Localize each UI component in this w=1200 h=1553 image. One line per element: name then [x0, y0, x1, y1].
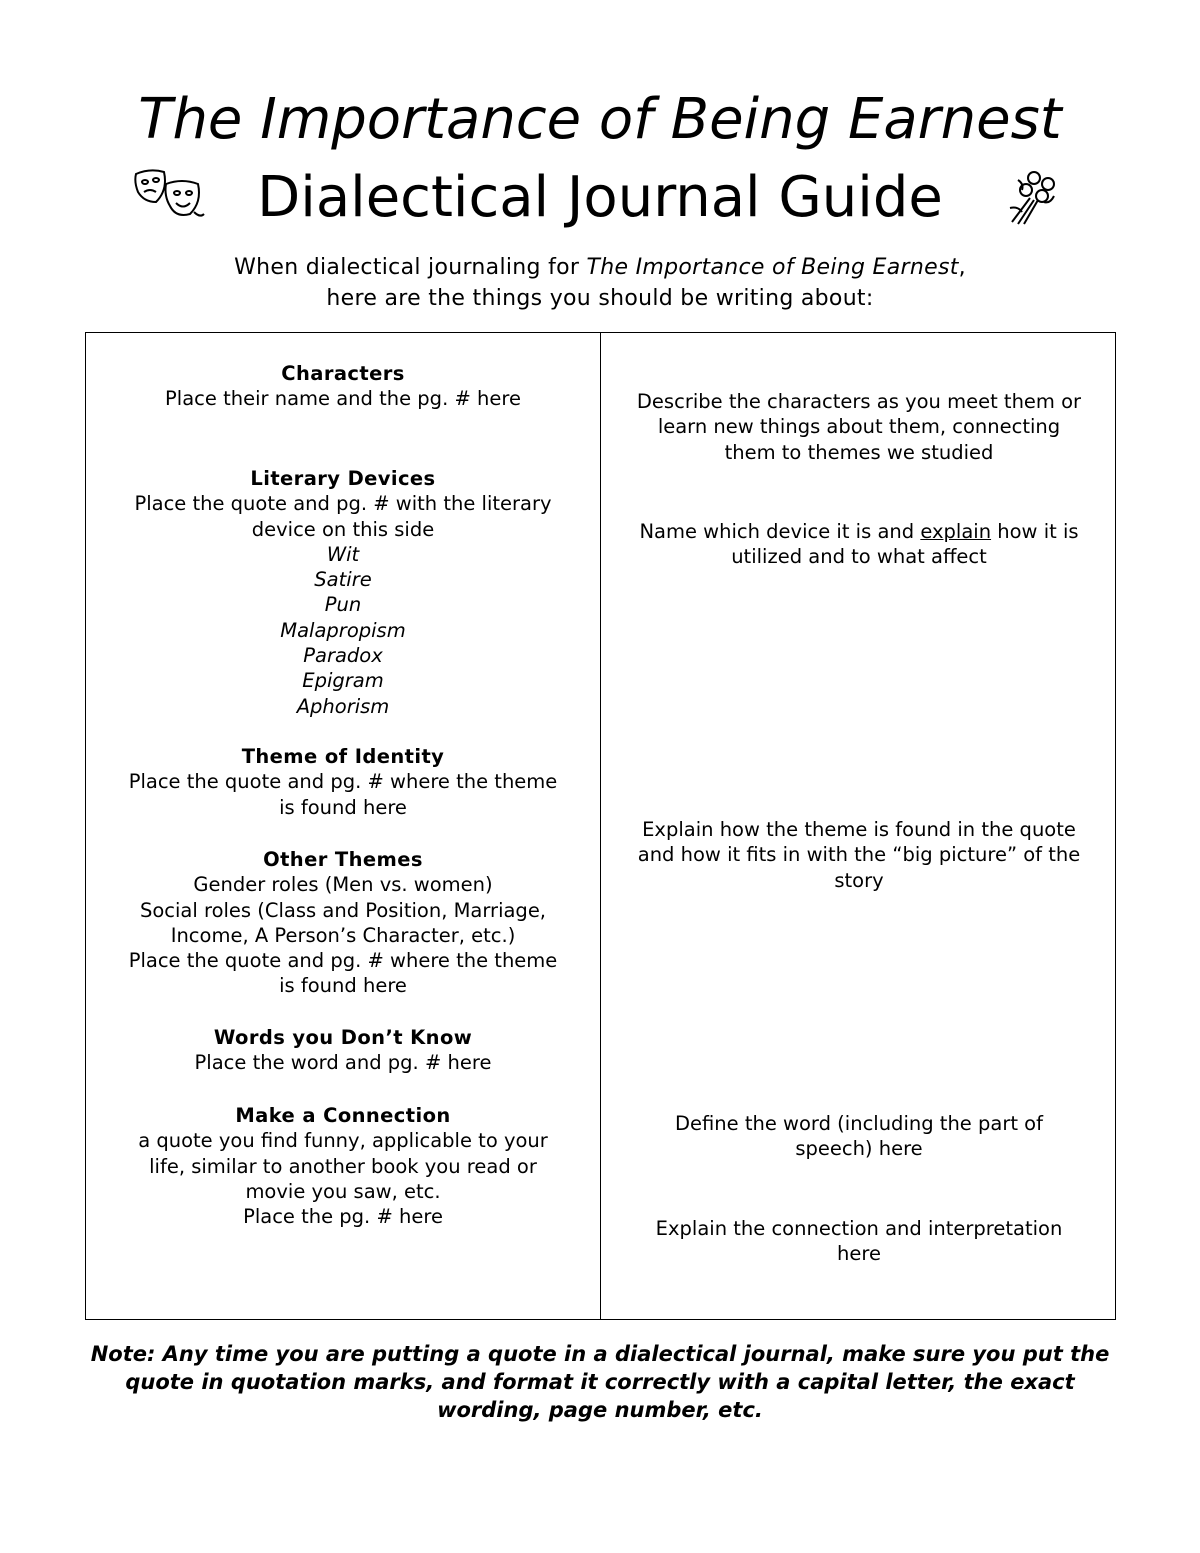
- other-themes-line: Place the quote and pg. # where the theme: [128, 949, 558, 973]
- connection-response-line: Explain the connection and interpretation: [655, 1217, 1063, 1240]
- other-themes-heading: Other Themes: [263, 848, 423, 871]
- characters-response-line: Describe the characters as you meet them or: [636, 390, 1082, 413]
- other-themes-line: Gender roles (Men vs. women): [193, 873, 493, 897]
- note-line: wording, page number, etc.: [437, 1398, 763, 1422]
- device-item: Aphorism: [296, 694, 390, 718]
- intro-line-2: here are the things you should be writing about:: [326, 286, 874, 311]
- device-item: Satire: [314, 568, 372, 592]
- device-item: Wit: [326, 542, 360, 566]
- themes-response-line: story: [834, 868, 884, 892]
- literary-devices-section: [96, 466, 590, 719]
- connection-line: Place the pg. # here: [243, 1205, 443, 1229]
- device-item: Malapropism: [280, 618, 406, 642]
- connection-response-line: here: [837, 1242, 881, 1266]
- characters-instruction: Place their name and the pg. # here: [165, 387, 521, 411]
- characters-response-line: them to themes we studied: [724, 440, 994, 464]
- words-heading: Words you Don’t Know: [213, 1026, 473, 1049]
- characters-section: [96, 361, 590, 412]
- connection-heading: Make a Connection: [235, 1104, 451, 1127]
- connection-line: movie you saw, etc.: [245, 1179, 441, 1203]
- other-themes-line: is found here: [279, 974, 407, 998]
- literary-devices-response-line: Name which device it is and explain how it is: [639, 520, 1079, 543]
- device-item: Paradox: [303, 644, 383, 668]
- journal-guide-table: [85, 332, 1116, 1320]
- other-themes-line: Income, A Person’s Character, etc.): [170, 923, 516, 947]
- words-response-line: speech) here: [795, 1137, 923, 1161]
- device-item: Pun: [324, 593, 362, 617]
- literary-devices-instruction-2: device on this side: [251, 517, 435, 541]
- characters-heading: Characters: [281, 362, 405, 385]
- note-line: Note: Any time you are putting a quote in a dialectical journal, make sure you put the: [90, 1342, 1110, 1366]
- characters-response: [612, 389, 1106, 465]
- other-themes-line: Social roles (Class and Position, Marriage,: [139, 898, 547, 922]
- words-response-line: Define the word (including the part of: [675, 1112, 1043, 1135]
- characters-response-line: learn new things about them, connecting: [657, 415, 1061, 439]
- words-instruction: Place the word and pg. # here: [194, 1051, 492, 1075]
- words-section: [96, 1025, 590, 1076]
- identity-instruction-1: Place the quote and pg. # where the theme: [128, 770, 558, 794]
- identity-theme-section: [96, 744, 590, 820]
- literary-devices-instruction-1: Place the quote and pg. # with the literary: [134, 492, 552, 516]
- words-response: [612, 1111, 1106, 1162]
- themes-response-line: Explain how the theme is found in the quote: [642, 818, 1076, 841]
- literary-devices-response: [612, 519, 1106, 570]
- intro-line-1: When dialectical journaling for The Importance of Being Earnest,: [234, 255, 966, 280]
- themes-response: [612, 817, 1106, 893]
- connection-response: [612, 1216, 1106, 1267]
- other-themes-section: [96, 847, 590, 999]
- note-line: quote in quotation marks, and format it correctly with a capital letter, the exact: [125, 1370, 1075, 1394]
- identity-instruction-2: is found here: [279, 795, 407, 819]
- connection-line: life, similar to another book you read or: [149, 1154, 537, 1178]
- quote-format-note: [80, 1340, 1120, 1424]
- literary-devices-heading: Literary Devices: [250, 467, 436, 490]
- device-item: Epigram: [302, 669, 384, 693]
- themes-response-line: and how it fits in with the “big picture” of the: [637, 843, 1081, 867]
- page-subtitle: Dialectical Journal Guide: [257, 165, 943, 230]
- page-title: The Importance of Being Earnest: [138, 87, 1062, 152]
- identity-heading: Theme of Identity: [241, 745, 445, 768]
- connection-section: [96, 1103, 590, 1229]
- flower-bouquet-icon: [1004, 168, 1064, 226]
- literary-devices-response-line: utilized and to what affect: [731, 545, 987, 569]
- connection-line: a quote you find funny, applicable to your: [138, 1129, 548, 1153]
- column-divider: [600, 333, 601, 1319]
- intro-text: [0, 252, 1200, 314]
